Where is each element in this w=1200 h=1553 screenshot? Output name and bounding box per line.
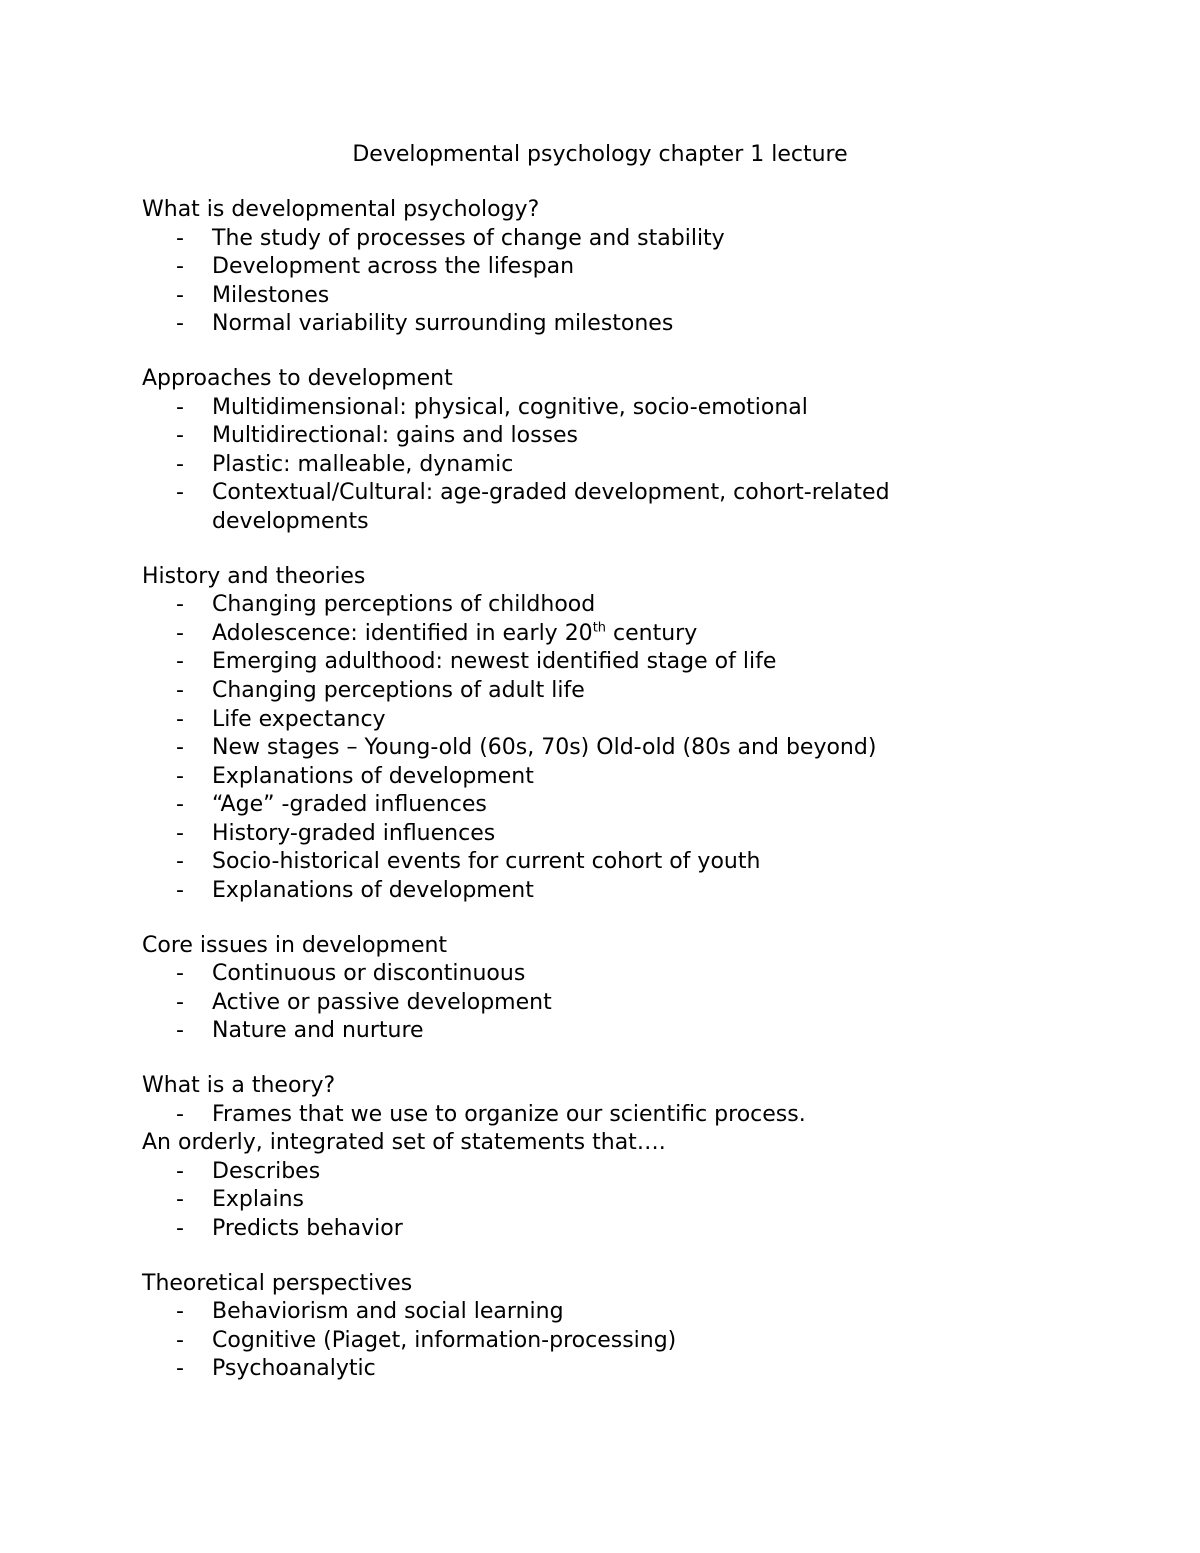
list-item-text: “Age” -graded influences xyxy=(212,792,487,818)
list-item-text: Development across the lifespan xyxy=(212,254,575,280)
dash-bullet: - xyxy=(176,1299,184,1325)
dash-bullet: - xyxy=(176,649,184,675)
list-item xyxy=(142,1158,1022,1187)
list-item xyxy=(142,310,1022,339)
list-item xyxy=(142,706,1022,735)
dash-bullet: - xyxy=(176,1356,184,1382)
dash-bullet: - xyxy=(176,254,184,280)
list-item xyxy=(142,877,1022,906)
list-item xyxy=(142,1017,1022,1046)
list-item xyxy=(142,791,1022,820)
list-item-text: The study of processes of change and stability xyxy=(212,225,725,251)
list-item-text: History-graded influences xyxy=(212,820,496,846)
list-item xyxy=(142,989,1022,1018)
dash-bullet: - xyxy=(176,677,184,703)
dash-bullet: - xyxy=(176,282,184,308)
bullet-list xyxy=(142,1298,1022,1384)
list-item xyxy=(142,820,1022,849)
list-item-text: Milestones xyxy=(212,282,330,308)
list-item xyxy=(142,677,1022,706)
list-item-text: Life expectancy xyxy=(212,706,386,732)
list-item-text: Multidimensional: physical, cognitive, socio-emotional xyxy=(212,394,808,420)
bullet-list xyxy=(142,225,1022,339)
list-item-text: Active or passive development xyxy=(212,989,552,1015)
document-title: Developmental psychology chapter 1 lecture xyxy=(352,142,848,167)
list-item xyxy=(142,848,1022,877)
dash-bullet: - xyxy=(176,792,184,818)
section-heading: What is a theory? xyxy=(142,1073,336,1099)
dash-bullet: - xyxy=(176,1327,184,1353)
bullet-list xyxy=(142,394,1022,537)
dash-bullet: - xyxy=(176,849,184,875)
document-body xyxy=(142,196,1022,1410)
dash-bullet: - xyxy=(176,735,184,761)
dash-bullet: - xyxy=(176,394,184,420)
section-what-is-a-theory xyxy=(142,1072,1022,1244)
list-item-text: Emerging adulthood: newest identified stage of life xyxy=(212,649,777,675)
list-item-text: Changing perceptions of adult life xyxy=(212,677,585,703)
dash-bullet: - xyxy=(176,961,184,987)
dash-bullet: - xyxy=(176,311,184,337)
section-heading: What is developmental psychology? xyxy=(142,197,540,222)
ordinal-superscript: th xyxy=(592,620,607,636)
section-theoretical-perspectives xyxy=(142,1270,1022,1384)
list-item-text: Plastic: malleable, dynamic xyxy=(212,451,514,477)
list-item-text: Predicts behavior xyxy=(212,1216,403,1241)
bullet-list xyxy=(142,960,1022,1046)
list-item-text: Socio-historical events for current cohort of youth xyxy=(212,849,761,875)
section-approaches-to-development xyxy=(142,365,1022,537)
section-core-issues xyxy=(142,932,1022,1046)
list-item xyxy=(142,422,1022,451)
list-item-text: Cognitive (Piaget, information-processing) xyxy=(212,1327,677,1353)
list-item-text: Normal variability surrounding milestones xyxy=(212,311,674,337)
bullet-list xyxy=(142,1101,1022,1130)
list-item-text: Changing perceptions of childhood xyxy=(212,592,596,618)
list-item xyxy=(142,451,1022,480)
list-item-text-tail: century xyxy=(606,620,698,646)
list-item xyxy=(142,620,1022,649)
list-item-text: Continuous or discontinuous xyxy=(212,961,526,987)
list-item-text: Psychoanalytic xyxy=(212,1356,376,1382)
dash-bullet: - xyxy=(176,989,184,1015)
dash-bullet: - xyxy=(176,1101,184,1127)
section-heading: History and theories xyxy=(142,563,366,589)
list-item xyxy=(142,960,1022,989)
list-item xyxy=(142,253,1022,282)
dash-bullet: - xyxy=(176,706,184,732)
list-item-text: Describes xyxy=(212,1158,321,1184)
list-item xyxy=(142,1215,1022,1244)
list-item-text: Explanations of development xyxy=(212,878,534,904)
dash-bullet: - xyxy=(176,1187,184,1213)
dash-bullet: - xyxy=(176,763,184,789)
list-item xyxy=(142,734,1022,763)
section-history-and-theories xyxy=(142,563,1022,906)
dash-bullet: - xyxy=(176,1158,184,1184)
list-item xyxy=(142,648,1022,677)
list-item xyxy=(142,591,1022,620)
section-subheading: An orderly, integrated set of statements that…. xyxy=(142,1130,666,1156)
dash-bullet: - xyxy=(176,451,184,477)
section-heading: Core issues in development xyxy=(142,932,448,958)
list-item-text: Adolescence: identified in early 20 xyxy=(212,620,593,646)
list-item xyxy=(142,1186,1022,1215)
list-item xyxy=(142,763,1022,792)
dash-bullet: - xyxy=(176,480,184,506)
list-item-text: Frames that we use to organize our scientific process. xyxy=(212,1101,806,1127)
dash-bullet: - xyxy=(176,878,184,904)
dash-bullet: - xyxy=(176,1018,184,1044)
dash-bullet: - xyxy=(176,820,184,846)
dash-bullet: - xyxy=(176,620,184,646)
list-item xyxy=(142,1298,1022,1327)
list-item xyxy=(142,1101,1022,1130)
list-item-text: Explanations of development xyxy=(212,763,534,789)
list-item xyxy=(142,1355,1022,1384)
list-item xyxy=(142,225,1022,254)
bullet-list xyxy=(142,591,1022,906)
list-item-text: Multidirectional: gains and losses xyxy=(212,423,579,449)
list-item xyxy=(142,479,1022,536)
list-item xyxy=(142,282,1022,311)
section-heading: Theoretical perspectives xyxy=(142,1270,413,1296)
bullet-list xyxy=(142,1158,1022,1244)
dash-bullet: - xyxy=(176,225,184,251)
list-item-text: Behaviorism and social learning xyxy=(212,1299,564,1325)
dash-bullet: - xyxy=(176,592,184,618)
section-what-is-developmental-psychology xyxy=(142,196,1022,339)
list-item-text: Explains xyxy=(212,1187,304,1213)
dash-bullet: - xyxy=(176,1216,184,1241)
list-item-text: New stages – Young-old (60s, 70s) Old-old (80s and beyond) xyxy=(212,735,877,761)
dash-bullet: - xyxy=(176,423,184,449)
list-item xyxy=(142,1327,1022,1356)
section-heading: Approaches to development xyxy=(142,365,453,391)
list-item-text: Contextual/Cultural: age-graded development, cohort-related developments xyxy=(212,480,890,534)
list-item xyxy=(142,394,1022,423)
list-item-text: Nature and nurture xyxy=(212,1018,424,1044)
